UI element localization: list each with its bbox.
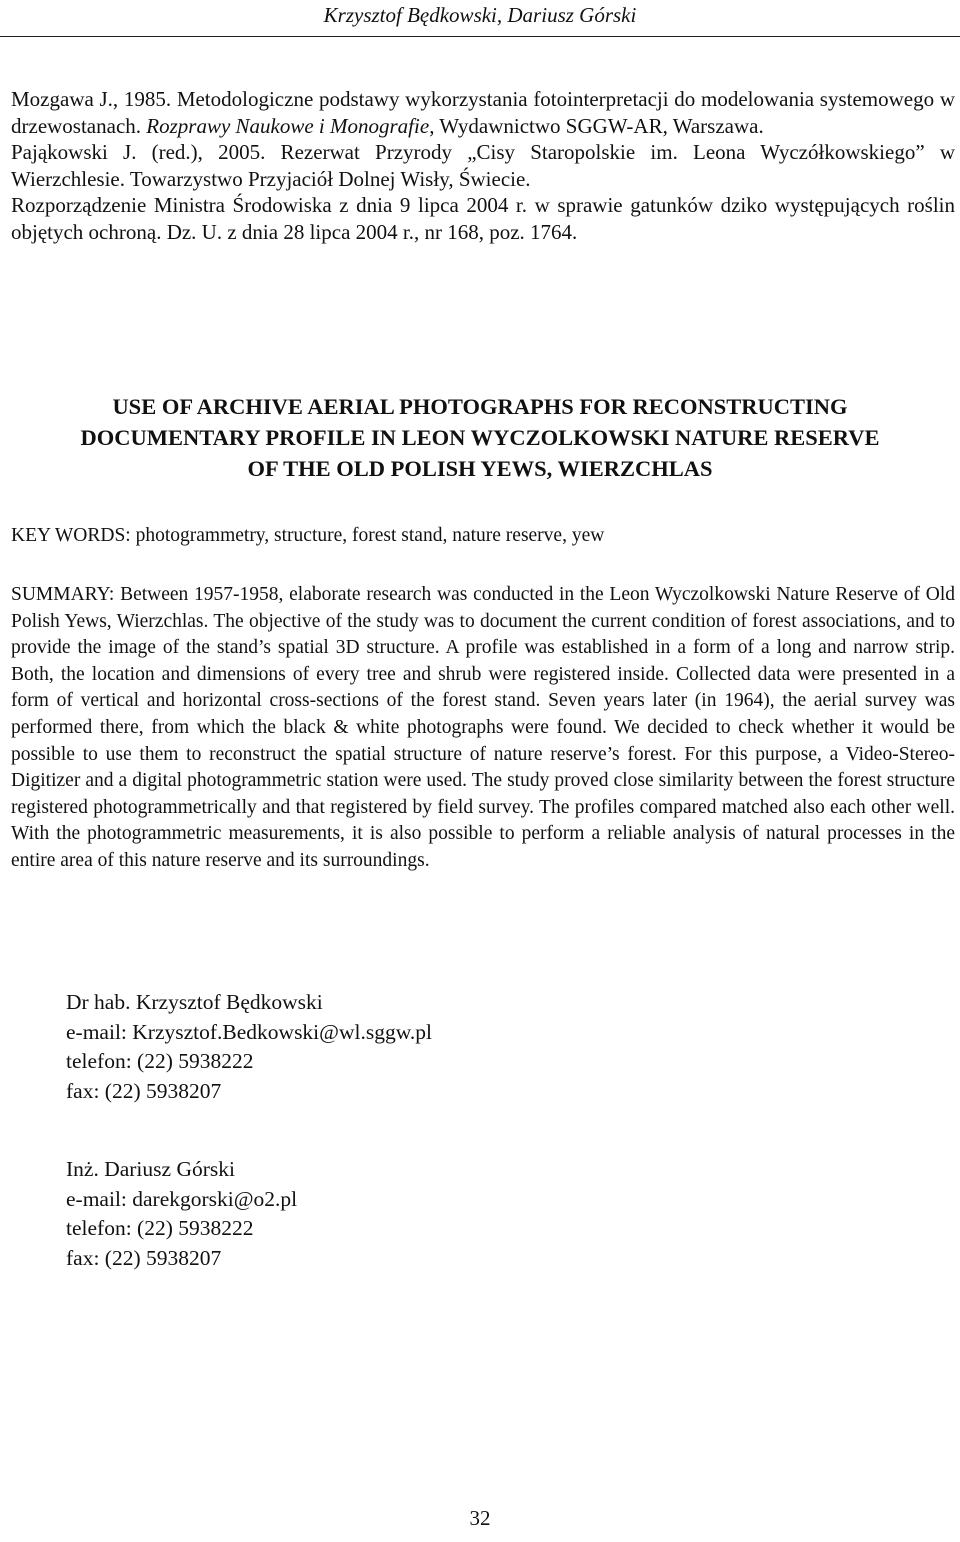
author-phone: telefon: (22) 5938222 — [66, 1216, 254, 1240]
references-list — [11, 86, 955, 245]
author-fax: fax: (22) 5938207 — [66, 1245, 222, 1270]
reference-item: Pająkowski J. (red.), 2005. Rezerwat Przyrody „Cisy Staropolskie im. Leona Wyczółkowskiego” w Wierzchlesie. Towarzystwo Przyjaciół Dolnej Wisły, Świecie. — [11, 140, 955, 191]
page-number: 32 — [469, 1506, 491, 1530]
reference-text: , Wydawnictwo SGGW-AR, Warszawa. — [429, 113, 764, 138]
author-fax: fax: (22) 5938207 — [66, 1078, 222, 1103]
running-header: Krzysztof Będkowski, Dariusz Górski — [323, 3, 637, 27]
author-phone: telefon: (22) 5938222 — [66, 1049, 254, 1073]
author-contact — [66, 1155, 297, 1273]
title-line: OF THE OLD POLISH YEWS, WIERZCHLAS — [247, 456, 713, 481]
author-email: e-mail: Krzysztof.Bedkowski@wl.sggw.pl — [66, 1019, 432, 1044]
article-title — [0, 391, 960, 484]
author-name: Inż. Dariusz Górski — [66, 1157, 235, 1181]
author-contact — [66, 988, 432, 1106]
title-line: DOCUMENTARY PROFILE IN LEON WYCZOLKOWSKI NATURE RESERVE — [80, 425, 880, 450]
summary-paragraph: SUMMARY: Between 1957-1958, elaborate research was conducted in the Leon Wyczolkowski Nature Reserve of Old Polish Yews, Wierzchlas. The objective of the study was to document the current condition of forest associations, and to provide the image of the stand’s spatial 3D structure. A profile was established in a form of a long and narrow strip. Both, the location and dimensions of every tree and shrub were registered inside. Collected data were presented in a form of vertical and horizontal cross-sections of the forest stand. Seven years later (in 1964), the aerial survey was performed there, from which the black & white photographs were found. We decided to check whether it would be possible to use them to reconstruct the spatial structure of nature reserve’s forest. For this purpose, a Video-Stereo-Digitizer and a digital photogrammetric station were used. The study proved close similarity between the forest structure registered photogrammetrically and that registered by field survey. The profiles compared matched also each other well. With the photogrammetric measurements, it is also possible to perform a reliable analysis of natural processes in the entire area of this nature reserve and its surroundings. — [11, 584, 955, 871]
title-line: USE OF ARCHIVE AERIAL PHOTOGRAPHS FOR RECONSTRUCTING — [112, 394, 848, 419]
reference-text: Mozgawa J., 1985. Metodologiczne podstawy wykorzystania fotointerpretacji do modelowania systemowego w drzewostanach. — [11, 87, 955, 138]
keywords: KEY WORDS: photogrammetry, structure, forest stand, nature reserve, yew — [11, 525, 605, 546]
author-name: Dr hab. Krzysztof Będkowski — [66, 990, 323, 1014]
header-rule — [0, 36, 960, 37]
reference-item: Rozporządzenie Ministra Środowiska z dnia 9 lipca 2004 r. w sprawie gatunków dziko występujących roślin objętych ochroną. Dz. U. z dnia 28 lipca 2004 r., nr 168, poz. 1764. — [11, 193, 955, 244]
reference-item — [11, 86, 955, 139]
reference-journal: Rozprawy Naukowe i Monografie — [146, 113, 430, 138]
author-email: e-mail: darekgorski@o2.pl — [66, 1186, 298, 1211]
